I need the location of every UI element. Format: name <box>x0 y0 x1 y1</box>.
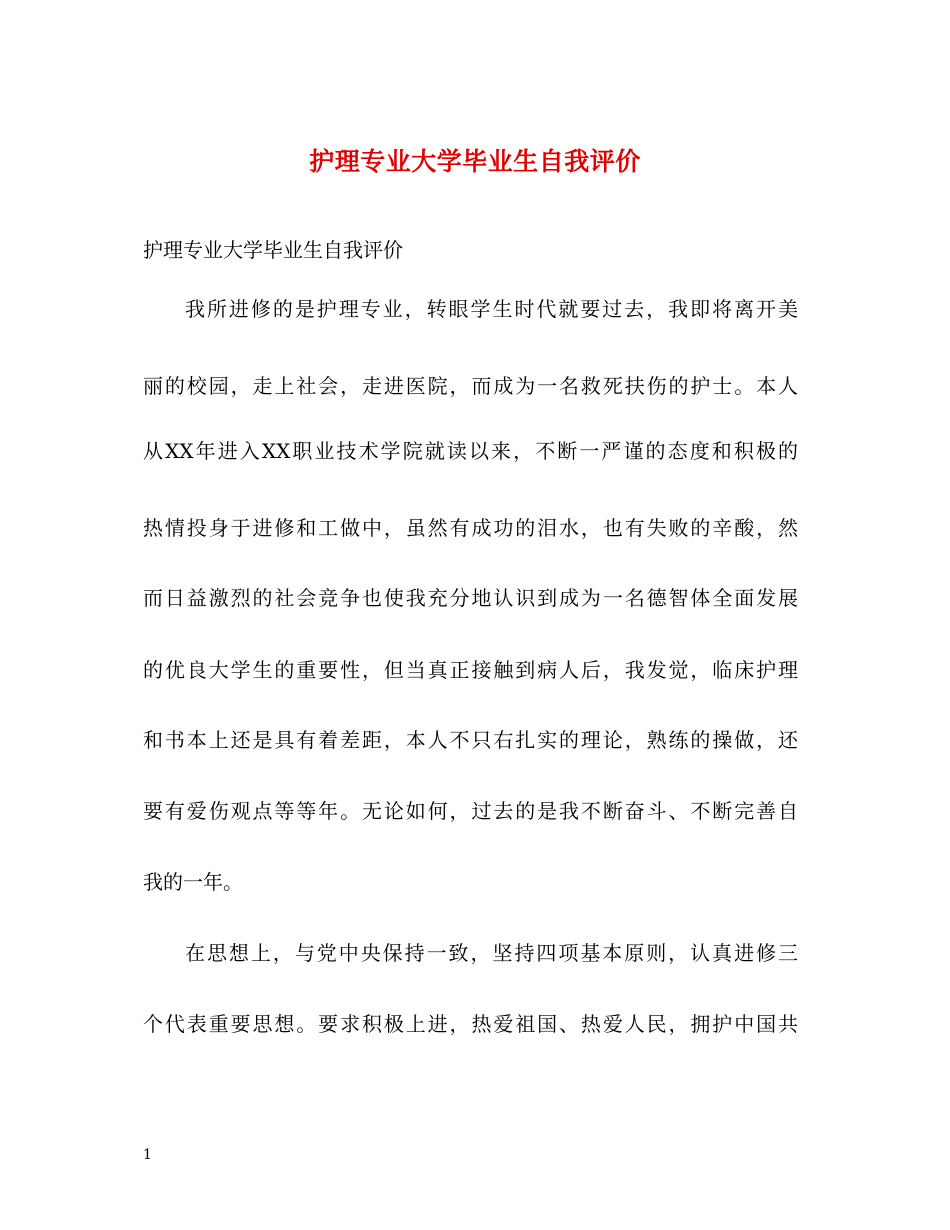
paragraph-line: 丽的校园，走上社会，走进医院，而成为一名救死扶伤的护士。本人 <box>143 374 798 398</box>
paragraph-line: 热情投身于进修和工做中，虽然有成功的泪水，也有失败的辛酸，然 <box>143 516 798 540</box>
paragraph-line: 我所进修的是护理专业，转眼学生时代就要过去，我即将离开美 <box>185 297 798 321</box>
page-number: 1 <box>143 1147 152 1163</box>
paragraph-line: 我的一年。 <box>143 870 243 894</box>
paragraph-line: 从XX年进入XX职业技术学院就读以来，不断一严谨的态度和积极的 <box>143 439 798 463</box>
paragraph-line: 的优良大学生的重要性，但当真正接触到病人后，我发觉，临床护理 <box>143 658 798 682</box>
document-title: 护理专业大学毕业生自我评价 <box>309 147 641 176</box>
document-subtitle: 护理专业大学毕业生自我评价 <box>143 238 403 262</box>
paragraph-line: 要有爱伤观点等等年。无论如何，过去的是我不断奋斗、不断完善自 <box>143 799 798 823</box>
paragraph-line: 个代表重要思想。要求积极上进，热爱祖国、热爱人民，拥护中国共 <box>143 1012 798 1036</box>
paragraph-line: 在思想上，与党中央保持一致，坚持四项基本原则，认真进修三 <box>185 941 798 965</box>
paragraph-line: 而日益激烈的社会竞争也使我充分地认识到成为一名德智体全面发展 <box>143 586 798 610</box>
paragraph-line: 和书本上还是具有着差距，本人不只右扎实的理论，熟练的操做，还 <box>143 728 798 752</box>
